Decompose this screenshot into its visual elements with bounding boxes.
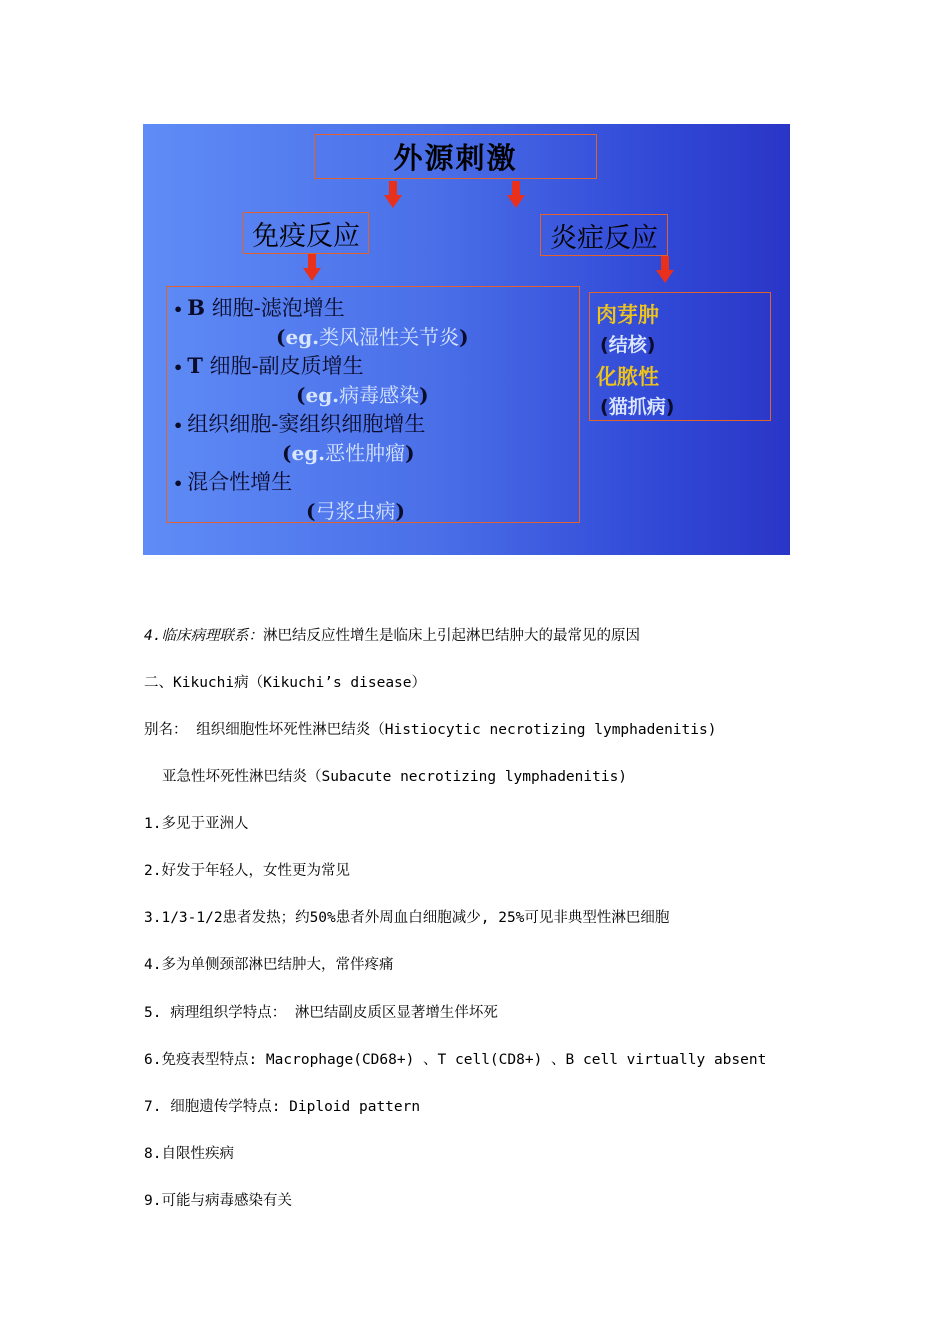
clinical-text: 淋巴结反应性增生是临床上引起淋巴结肿大的最常见的原因 xyxy=(262,628,640,644)
point-3: 3.1/3-1/2患者发热；约50%患者外周血白细胞减少, 25%可见非典型性淋巴细胞 xyxy=(144,910,670,926)
list-item-lead: B xyxy=(187,295,205,320)
list-item-example: (eg.病毒感染) xyxy=(296,383,429,407)
list-item-text: 混合性增生 xyxy=(187,470,293,494)
arrow-down-icon xyxy=(385,181,399,209)
point-9: 9.可能与病毒感染有关 xyxy=(144,1193,292,1209)
bullet: • xyxy=(173,300,184,319)
list-item xyxy=(173,408,425,438)
inflammatory-reaction-box xyxy=(540,214,668,256)
alias-line-2: 亚急性坏死性淋巴结炎（Subacute necrotizing lymphadenitis) xyxy=(162,769,628,785)
point-4: 4.多为单侧颈部淋巴结肿大，常伴疼痛 xyxy=(144,957,394,973)
granuloma-label: 肉芽肿 xyxy=(596,303,659,327)
point-6: 6.免疫表型特点: Macrophage(CD68+) 、T cell(CD8+) 、B cell virtually absent xyxy=(144,1052,767,1068)
section-title: 二、Kikuchi病（Kikuchi’s disease） xyxy=(144,675,427,691)
list-item-text: 组织细胞-窦组织细胞增生 xyxy=(187,412,426,436)
list-item-example: (弓浆虫病) xyxy=(306,499,405,523)
point-8: 8.自限性疾病 xyxy=(144,1146,234,1162)
arrow-down-icon xyxy=(508,181,522,209)
clinical-correlation xyxy=(144,624,640,645)
arrow-down-icon xyxy=(304,254,318,282)
bullet: • xyxy=(173,416,184,435)
diagram-slide xyxy=(143,124,790,555)
point-7: 7. 细胞遗传学特点: Diploid pattern xyxy=(144,1099,421,1115)
diagram-title: 外源刺激 xyxy=(393,141,518,175)
inflammatory-reaction-label: 炎症反应 xyxy=(550,222,658,254)
point-2: 2.好发于年轻人，女性更为常见 xyxy=(144,863,350,879)
list-item-text: 细胞-滤泡增生 xyxy=(204,296,345,320)
immune-reaction-box xyxy=(243,212,369,254)
suppurative-example: (猫抓病) xyxy=(600,396,675,418)
list-item xyxy=(173,466,292,496)
point-5: 5. 病理组织学特点： 淋巴结副皮质区显著增生伴坏死 xyxy=(144,1005,498,1021)
immune-reaction-label: 免疫反应 xyxy=(252,220,360,252)
arrow-down-icon xyxy=(657,256,671,284)
clinical-label: 4.临床病理联系： xyxy=(144,628,263,644)
bullet: • xyxy=(173,358,184,377)
point-1: 1.多见于亚洲人 xyxy=(144,816,249,832)
list-item-example: (eg.类风湿性关节炎) xyxy=(276,325,469,349)
list-item-example: (eg.恶性肿瘤) xyxy=(282,441,415,465)
diagram-title-box xyxy=(314,134,597,179)
bullet: • xyxy=(173,474,184,493)
list-item-lead: T xyxy=(187,353,203,378)
granuloma-example: (结核) xyxy=(600,334,656,356)
alias-line: 别名： 组织细胞性坏死性淋巴结炎（Histiocytic necrotizing lymphadenitis) xyxy=(144,722,717,738)
list-item xyxy=(173,292,345,322)
list-item-text: 细胞-副皮质增生 xyxy=(202,354,364,378)
list-item xyxy=(173,350,364,380)
suppurative-label: 化脓性 xyxy=(596,365,659,389)
